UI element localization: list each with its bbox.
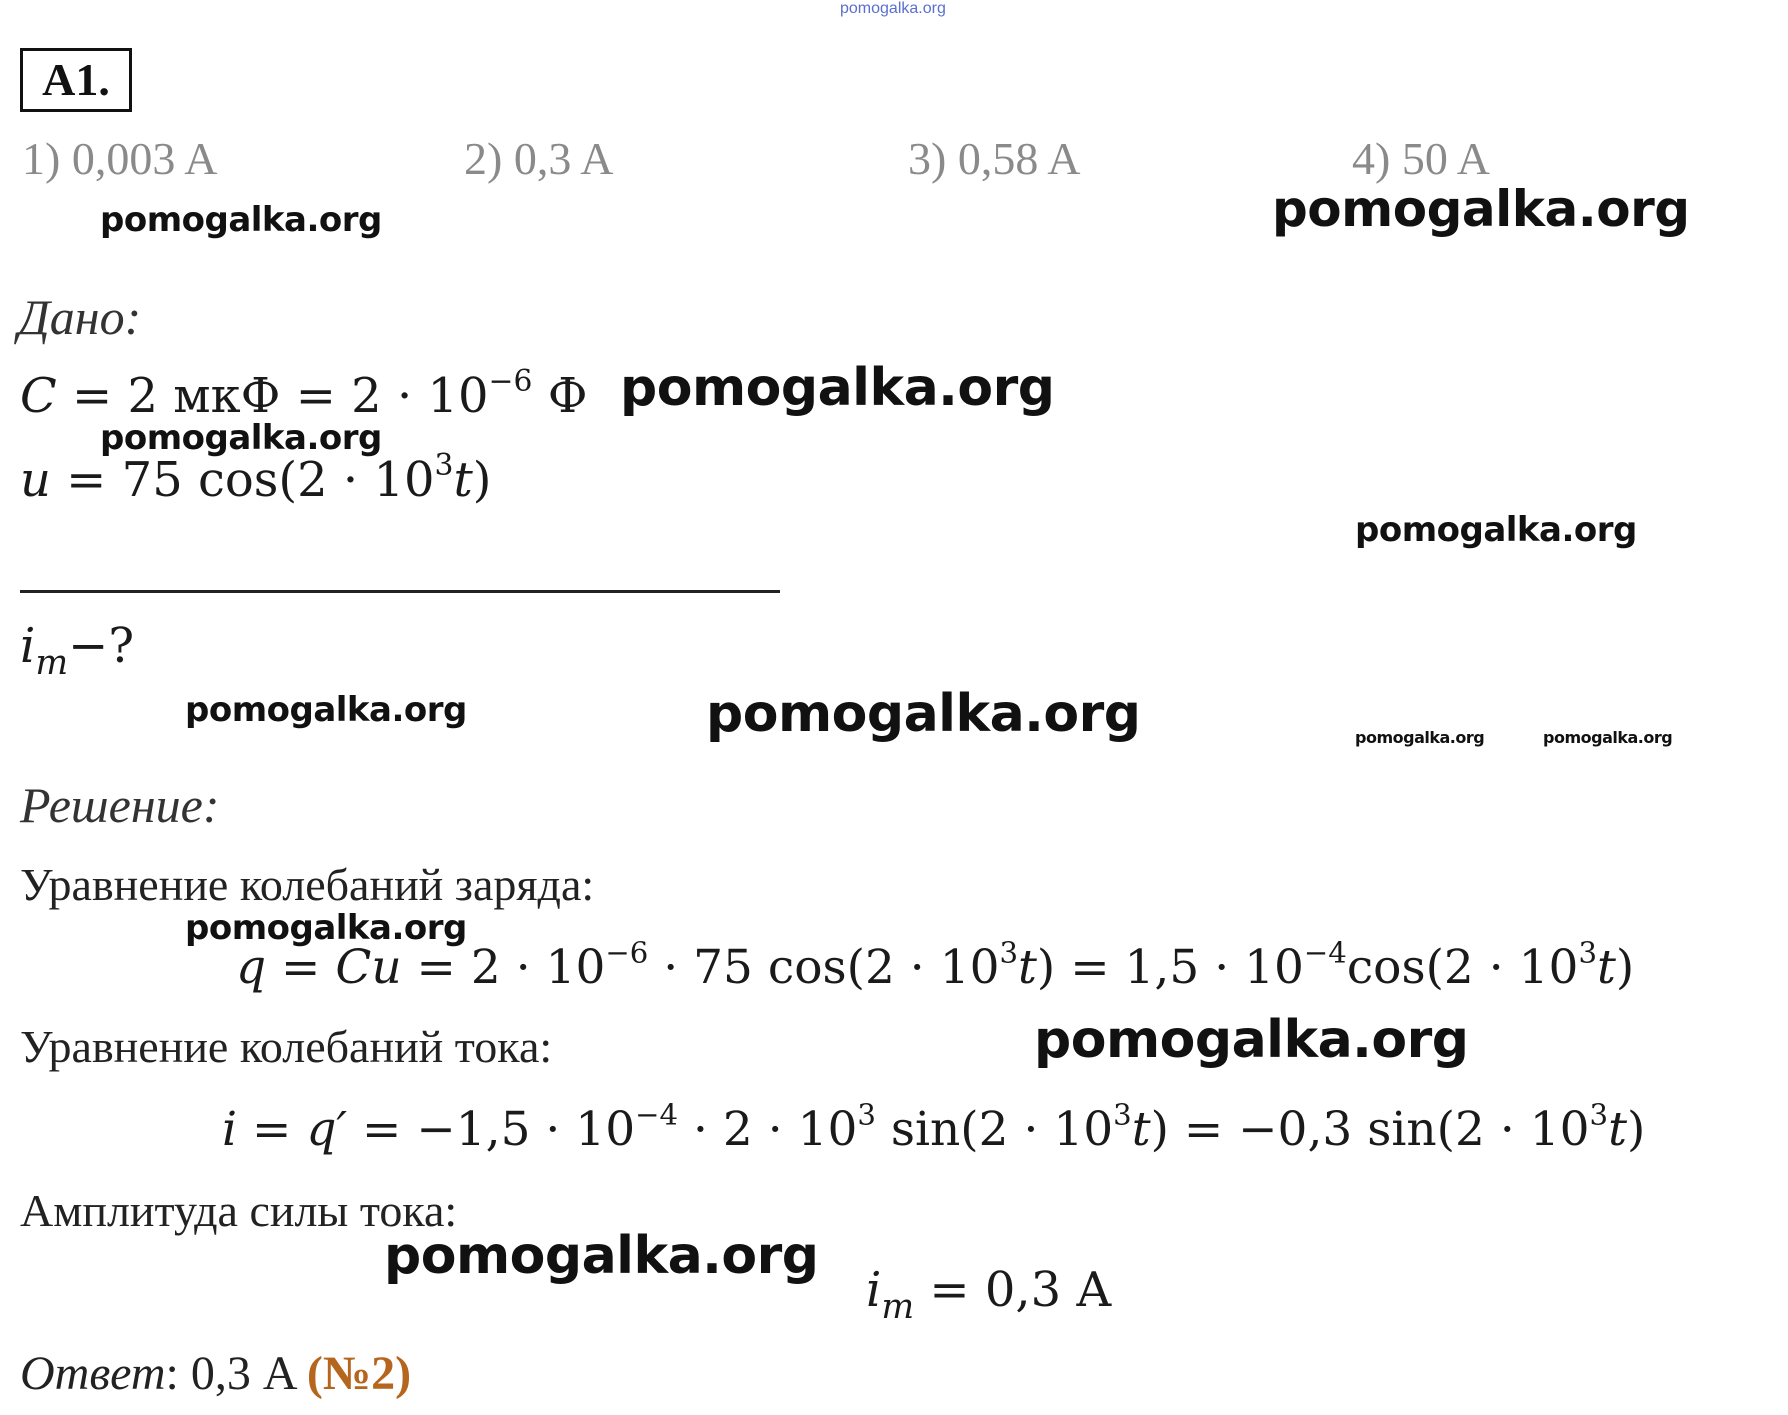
watermark: pomogalka.org [185,690,467,730]
option-1: 1) 0,003 A [22,133,218,184]
find-line: $i_m-$? [20,618,135,684]
amplitude-equation: $i_m = 0,3$ A [866,1262,1112,1328]
watermark: pomogalka.org [100,200,382,240]
current-equation: $i = q' = -1,5 \cdot 10^{-4} \cdot 2 \cdot 10^3$ $\sin(2 \cdot 10^3t) = -0,3$ $\sin(2 \cdot 10^3t)$ [222,1097,1646,1157]
given-divider [20,590,780,593]
answer-option: (№2) [306,1347,412,1400]
watermark: pomogalka.org [1355,728,1485,747]
charge-equation: $q = Cu = 2 \cdot 10^{-6} \cdot 75$ $\cos(2 \cdot 10^3t) = 1,5 \cdot 10^{-4}\cos(2 \cdot 10^3t)$ [236,935,1635,995]
solution-heading: Решение: [20,777,220,833]
answer-line: Ответ: 0,3 A (№2) [20,1347,412,1400]
watermark: pomogalka.org [1543,728,1673,747]
watermark: pomogalka.org [1272,180,1690,238]
watermark: pomogalka.org [1034,1010,1469,1070]
watermark: pomogalka.org [1355,510,1637,550]
watermark: pomogalka.org [620,358,1055,418]
watermark: pomogalka.org [100,418,382,458]
option-2: 2) 0,3 A [464,133,614,184]
watermark-top: pomogalka.org [840,0,946,17]
given-capacitance: C = 2 мкФ = $2 \cdot 10^{-6}$ Ф [20,364,588,424]
task-label: A1. [20,48,132,112]
watermark: pomogalka.org [185,908,467,948]
charge-title: Уравнение колебаний заряда: [20,859,595,910]
option-3: 3) 0,58 A [908,133,1081,184]
given-voltage: u = 75 $\cos(2 \cdot 10^3t)$ [20,448,492,508]
watermark: pomogalka.org [706,684,1141,744]
option-4: 4) 50 A [1352,133,1490,184]
given-heading: Дано: [18,289,142,345]
watermark: pomogalka.org [384,1226,819,1286]
amplitude-title: Амплитуда силы тока: [20,1185,458,1236]
current-title: Уравнение колебаний тока: [20,1021,553,1072]
